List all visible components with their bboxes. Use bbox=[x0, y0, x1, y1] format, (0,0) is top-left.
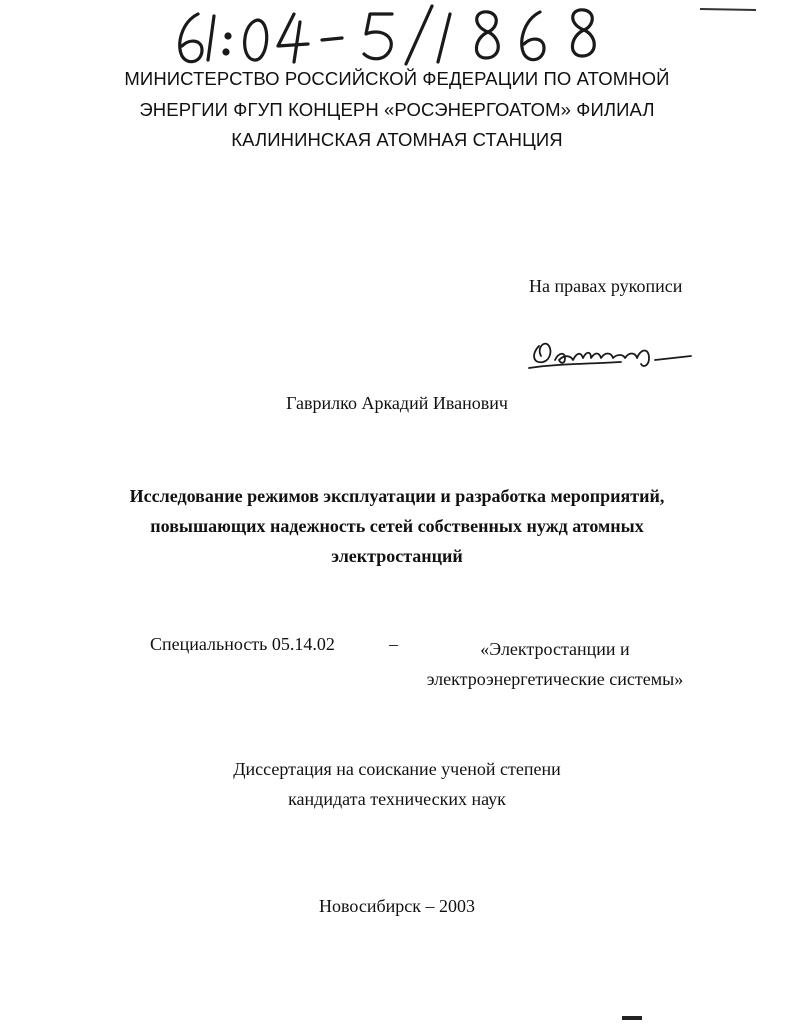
rights-note: На правах рукописи bbox=[529, 276, 683, 296]
degree-line-2: кандидата технических наук bbox=[288, 789, 506, 809]
dissertation-title bbox=[0, 481, 794, 571]
specialty-name bbox=[420, 634, 690, 694]
specialty-name-line-2: электроэнергетические системы» bbox=[426, 669, 684, 689]
organization-line-1: МИНИСТЕРСТВО РОССИЙСКОЙ ФЕДЕРАЦИИ ПО АТОМНОЙ bbox=[124, 68, 670, 89]
specialty-name-line-1: «Электростанции и bbox=[480, 639, 630, 659]
organization-line-2: ЭНЕРГИИ ФГУП КОНЦЕРН «РОСЭНЕРГОАТОМ» ФИЛИАЛ bbox=[139, 98, 655, 120]
scan-bottom-mark bbox=[622, 1016, 642, 1020]
organization-line-3: КАЛИНИНСКАЯ АТОМНАЯ СТАНЦИЯ bbox=[231, 129, 563, 150]
degree-line-1: Диссертация на соискание ученой степени bbox=[233, 759, 561, 779]
handwritten-signature bbox=[525, 334, 695, 380]
specialty-dash: – bbox=[389, 634, 398, 654]
handwritten-catalog-code bbox=[170, 0, 640, 70]
title-line-3: электростанций bbox=[331, 546, 463, 566]
title-line-1: Исследование режимов эксплуатации и разработка мероприятий, bbox=[129, 486, 665, 506]
scan-corner-mark bbox=[700, 0, 760, 6]
specialty-label: Специальность 05.14.02 bbox=[150, 634, 335, 654]
handwritten-code-drawing bbox=[170, 0, 640, 70]
author-name: Гаврилко Аркадий Иванович bbox=[286, 393, 508, 413]
place-and-year: Новосибирск – 2003 bbox=[319, 896, 475, 916]
title-line-2: повышающих надежность сетей собственных нужд атомных bbox=[150, 516, 644, 536]
degree-statement bbox=[0, 754, 794, 814]
signature-drawing bbox=[525, 334, 695, 380]
organization-header bbox=[0, 64, 794, 156]
